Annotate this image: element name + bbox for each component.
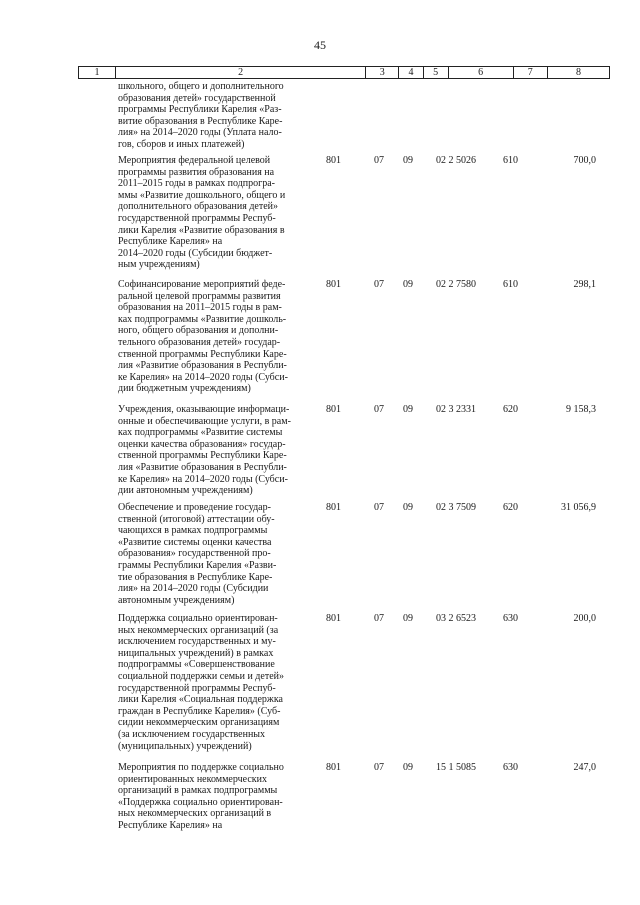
row-admin-code: 801 [326,155,341,166]
row-subsection: 09 [403,502,413,513]
row-admin-code: 801 [326,404,341,415]
row-section: 07 [374,502,384,513]
page-number: 45 [314,38,326,52]
row-section: 07 [374,762,384,773]
row-expense-type: 620 [503,502,518,513]
row-description: Мероприятия федеральной целевой программы развития образования на 2011–2015 годы в рамках подпрогра- ммы «Развитие дошкольного, общего и дополнительного образования детей» государственной программы Респуб- лики Карелия «Развитие образования в Республике Карелия» на 2014–2020 годы (Субсидии бюджет- ным учреждениям) [118,155,286,271]
row-target-article: 02 3 2331 [436,404,476,415]
column-header-3: 3 [366,67,399,78]
row-subsection: 09 [403,404,413,415]
row-description: Учреждения, оказывающие информаци- онные и обеспечивающие услуги, в рам- ках подпрограммы «Развитие системы оценки качества образования» государ- ственной программы Республики Каре- лия «Развитие образования в Республи- ке Карелия» на 2014–2020 годы (Субси- дии автономным учреждениям) [118,404,291,497]
row-expense-type: 610 [503,279,518,290]
row-expense-type: 630 [503,762,518,773]
row-section: 07 [374,613,384,624]
row-target-article: 02 2 5026 [436,155,476,166]
row-admin-code: 801 [326,613,341,624]
column-header-2: 2 [116,67,366,78]
row-section: 07 [374,404,384,415]
row-description: школьного, общего и дополнительного образования детей» государственной программы Республики Карелия «Раз- витие образования в Республике Каре- лия» на 2014–2020 годы (Уплата нало- гов, сборов и иных платежей) [118,81,284,150]
row-expense-type: 620 [503,404,518,415]
row-section: 07 [374,279,384,290]
row-amount: 200,0 [573,613,596,624]
row-amount: 298,1 [573,279,596,290]
table-header [78,66,610,79]
row-admin-code: 801 [326,279,341,290]
row-subsection: 09 [403,613,413,624]
row-target-article: 03 2 6523 [436,613,476,624]
row-admin-code: 801 [326,502,341,513]
column-header-1: 1 [79,67,116,78]
row-subsection: 09 [403,762,413,773]
row-target-article: 15 1 5085 [436,762,476,773]
row-amount: 247,0 [573,762,596,773]
row-admin-code: 801 [326,762,341,773]
row-description: Поддержка социально ориентирован- ных некоммерческих организаций (за исключением государственных и му- ниципальных учреждений) в рамках подпрограммы «Совершенствование социальной поддержки семьи и детей» государственной программы Респуб- лики Карелия «Социальная поддержка граждан в Республике Карелия» (Суб- сидии некоммерческим организациям (за исключением государственных (муниципальных) учреждений) [118,613,284,752]
column-header-4: 4 [399,67,423,78]
row-description: Обеспечение и проведение государ- ственной (итоговой) аттестации обу- чающихся в рамках подпрограммы «Развитие системы оценки качества образования» государственной про- граммы Республики Карелия «Разви- тие образования в Республике Каре- лия» на 2014–2020 годы (Субсидии автономным учреждениям) [118,502,277,606]
row-subsection: 09 [403,155,413,166]
row-amount: 9 158,3 [566,404,596,415]
row-section: 07 [374,155,384,166]
row-target-article: 02 3 7509 [436,502,476,513]
row-amount: 31 056,9 [561,502,596,513]
column-header-8: 8 [575,67,581,78]
row-description: Мероприятия по поддержке социально ориентированных некоммерческих организаций в рамках подпрограммы «Поддержка социально ориентирован- ных некоммерческих организаций в Республике Карелия» на [118,762,284,831]
row-expense-type: 610 [503,155,518,166]
row-description: Софинансирование мероприятий феде- ральной целевой программы развития образования на 2011–2015 годы в рам- ках подпрограммы «Развитие дошколь- ного, общего образования и дополни- тельного образования детей» государ- ственной программы Республики Каре- лия «Развитие образования в Республи- ке Карелия» на 2014–2020 годы (Субси- дии бюджетным учреждениям) [118,279,288,395]
row-expense-type: 630 [503,613,518,624]
column-header-5: 5 [424,67,449,78]
row-amount: 700,0 [573,155,596,166]
row-subsection: 09 [403,279,413,290]
row-target-article: 02 2 7580 [436,279,476,290]
column-header-7: 7 [514,67,548,78]
column-header-6: 6 [449,67,514,78]
